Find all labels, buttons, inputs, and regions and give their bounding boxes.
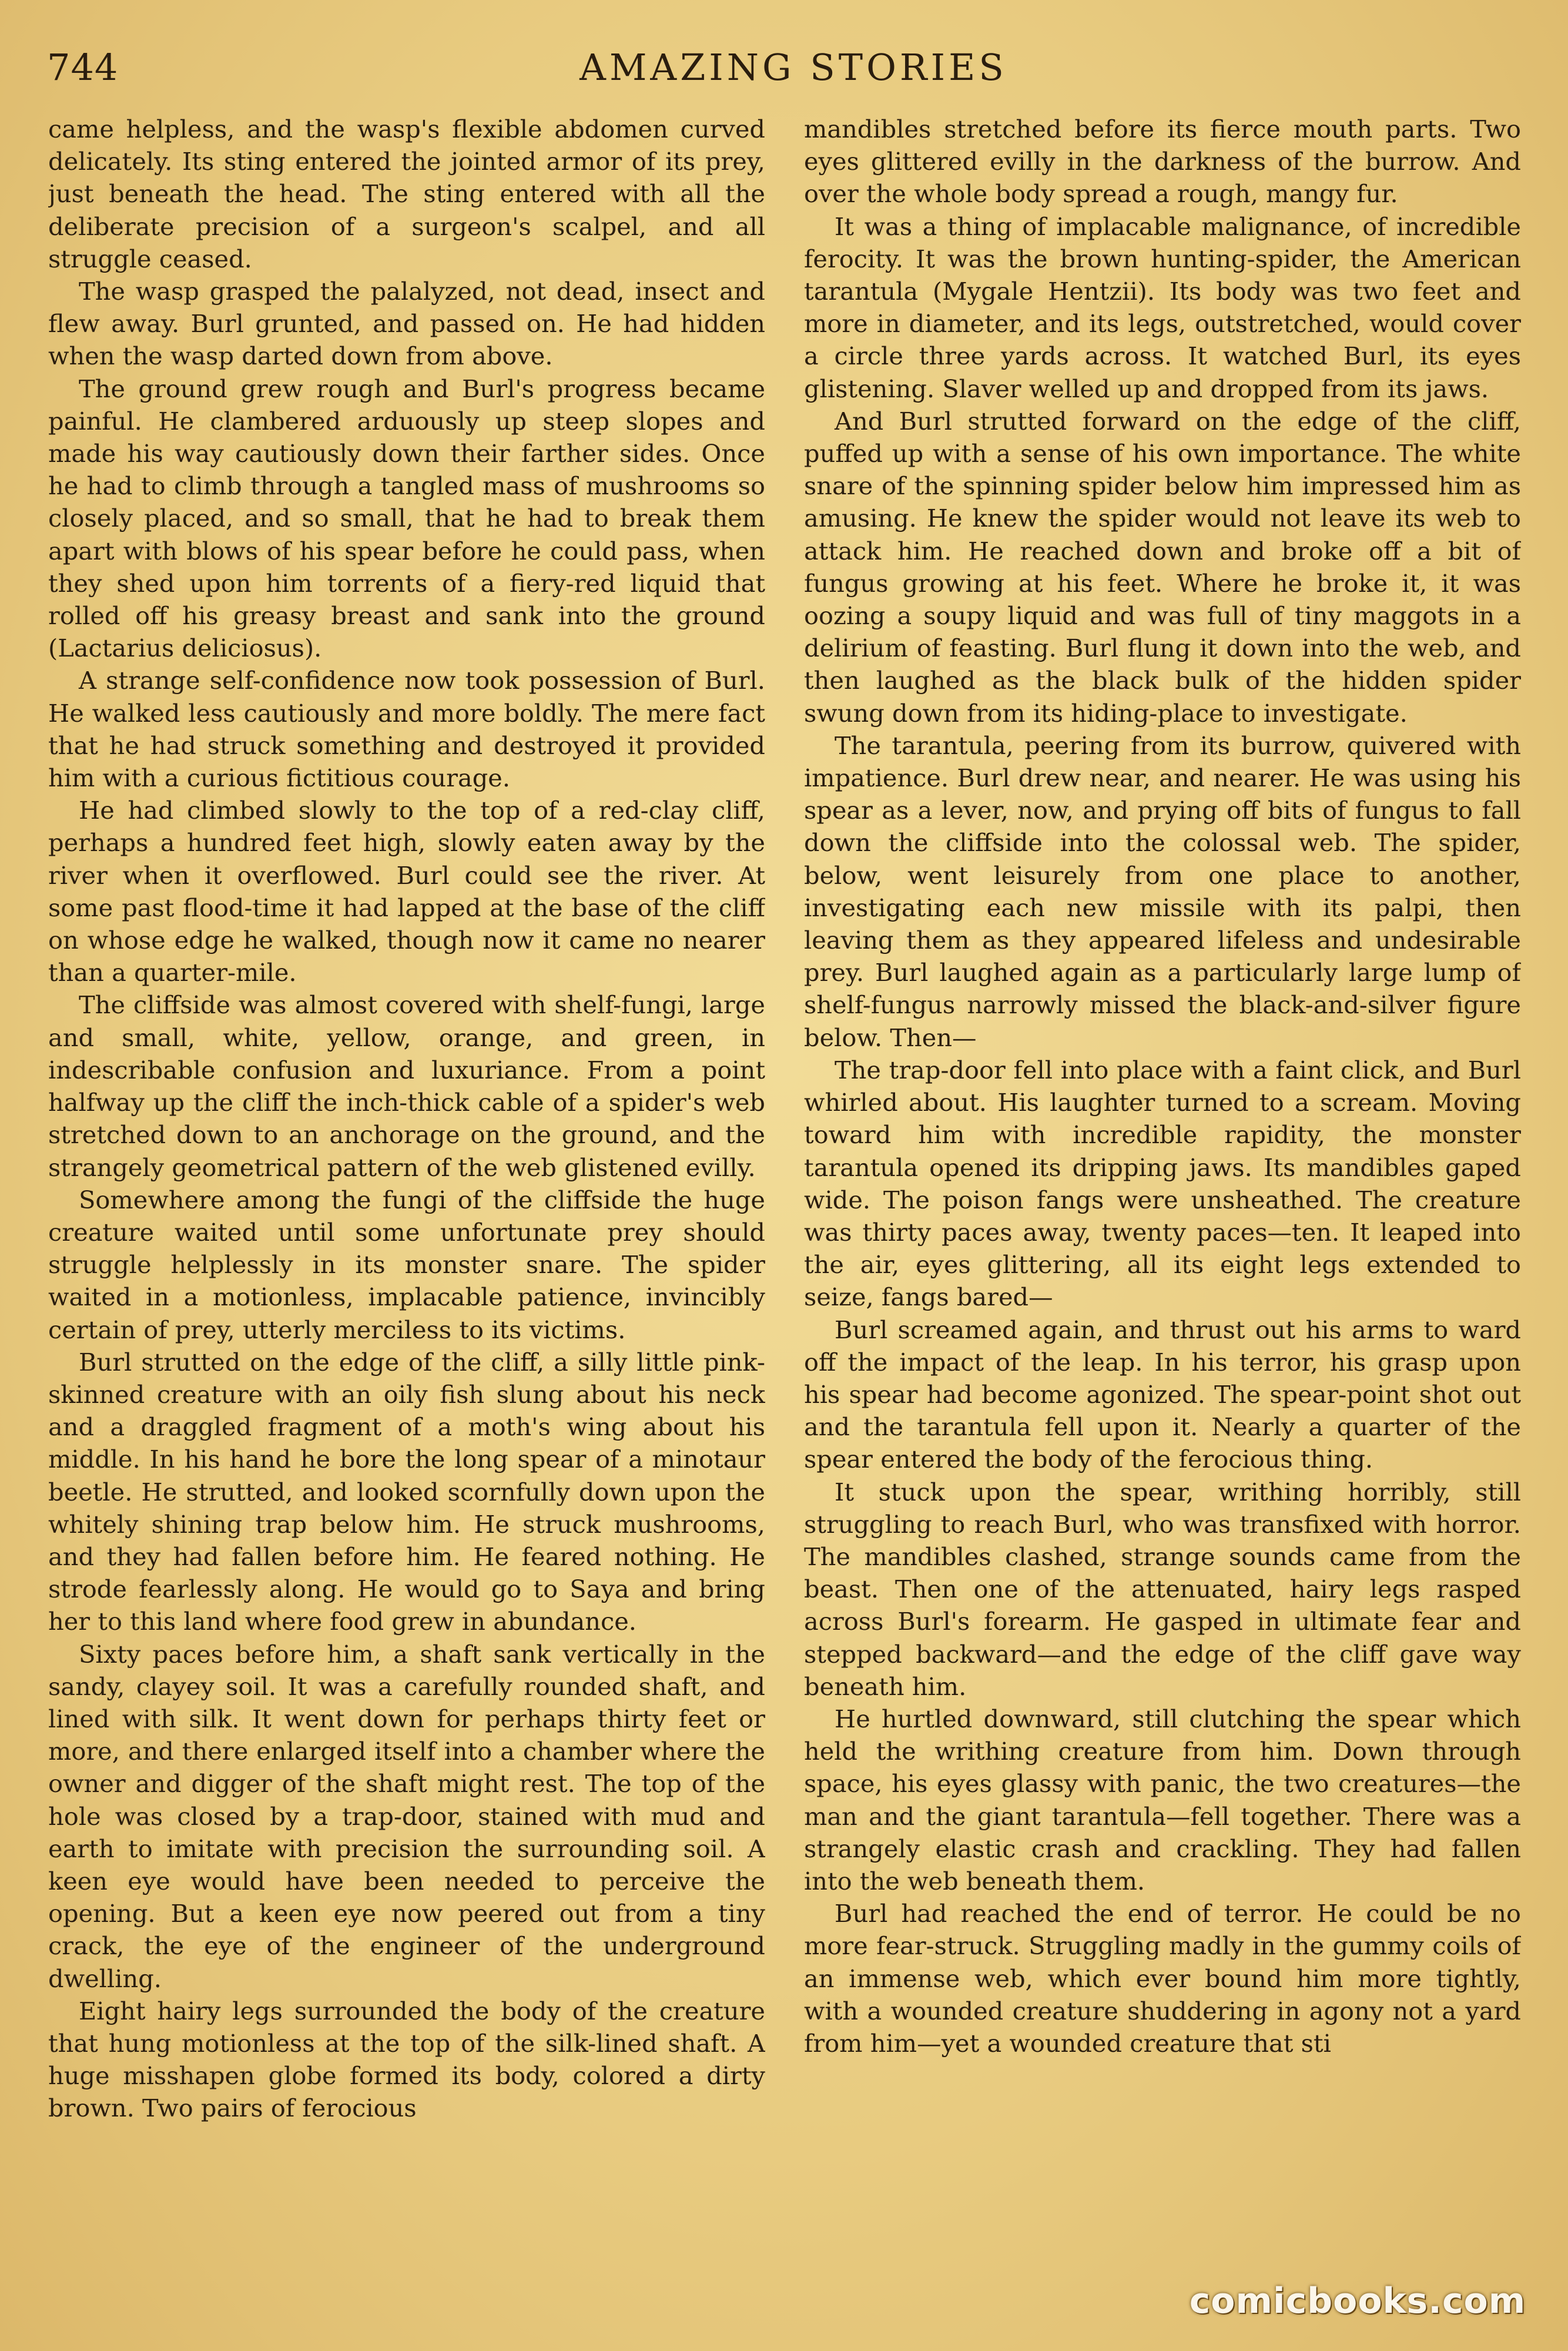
paragraph: The ground grew rough and Burl's progress became painful. He clambered arduously up steep slopes and made his way cautiously down their farther sides. Once he had to climb through a tangled mass of mushrooms so closely placed, and so small, that he had to break them apart with blows of his spear before he could pass, when they shed upon him torrents of a fiery-red liquid that rolled off his greasy breast and sank into the ground (Lactarius deliciosus). <box>48 374 765 663</box>
paragraph: He had climbed slowly to the top of a red-clay cliff, perhaps a hundred feet high, slowly eaten away by the river when it overflowed. Burl could see the river. At some past flood-time it had lapped at the base of the cliff on whose edge he walked, though now it came no nearer than a quarter-mile. <box>48 796 765 987</box>
page-number: 744 <box>47 46 119 89</box>
paragraph: The tarantula, peering from its burrow, quivered with impatience. Burl drew near, and nearer. He was using his spear as a lever, now, and prying off bits of fungus to fall down the cliffside into the colossal web. The spider, below, went leisurely from one place to another, investigating each new missile with its palpi, then leaving them as they appeared lifeless and undesirable prey. Burl laughed again as a particularly large lump of shelf-fungus narrowly missed the black-and-silver figure below. Then— <box>804 731 1521 1052</box>
page-header <box>41 46 1546 99</box>
paragraph: It was a thing of implacable malignance, of incredible ferocity. It was the brown hunting-spider, the American tarantula (Mygale Hentzii). Its body was two feet and more in diameter, and its legs, outstretched, would cover a circle three yards across. It watched Burl, its eyes glistening. Slaver welled up and dropped from its jaws. <box>804 212 1521 403</box>
paragraph: It stuck upon the spear, writhing horribly, still struggling to reach Burl, who was transfixed with horror. The mandibles clashed, strange sounds came from the beast. Then one of the attenuated, hairy legs rasped across Burl's forearm. He gasped in ultimate fear and stepped backward—and the edge of the cliff gave way beneath him. <box>804 1477 1521 1701</box>
paragraph: mandibles stretched before its fierce mouth parts. Two eyes glittered evilly in the darkness of the burrow. And over the whole body spread a rough, mangy fur. <box>804 115 1521 209</box>
paragraph: The trap-door fell into place with a faint click, and Burl whirled about. His laughter turned to a scream. Moving toward him with incredible rapidity, the monster tarantula opened its dripping jaws. Its mandibles gaped wide. The poison fangs were unsheathed. The creature was thirty paces away, twenty paces—ten. It leaped into the air, eyes glittering, all its eight legs extended to seize, fangs bared— <box>804 1055 1521 1312</box>
paragraph: And Burl strutted forward on the edge of the cliff, puffed up with a sense of his own importance. The white snare of the spinning spider below him impressed him as amusing. He knew the spider would not leave its web to attack him. He reached down and broke off a bit of fungus growing at his feet. Where he broke it, it was oozing a soupy liquid and was full of tiny maggots in a delirium of feasting. Burl flung it down into the web, and then laughed as the black bulk of the hidden spider swung down from its hiding-place to investigate. <box>804 406 1521 728</box>
paragraph: Burl strutted on the edge of the cliff, a silly little pink-skinned creature with an oily fish slung about his neck and a draggled fragment of a moth's wing about his middle. In his hand he bore the long spear of a minotaur beetle. He strutted, and looked scornfully down upon the whitely shining trap below him. He struck mushrooms, and they had fallen before him. He feared nothing. He strode fearlessly along. He would go to Saya and bring her to this land where food grew in abundance. <box>48 1347 765 1636</box>
paragraph: A strange self-confidence now took possession of Burl. He walked less cautiously and more boldly. The mere fact that he had struck something and destroyed it provided him with a curious fictitious courage. <box>48 666 765 793</box>
paragraph: Sixty paces before him, a shaft sank vertically in the sandy, clayey soil. It was a carefully rounded shaft, and lined with silk. It went down for perhaps thirty feet or more, and there enlarged itself into a chamber where the owner and digger of the shaft might rest. The top of the hole was closed by a trap-door, stained with mud and earth to imitate with precision the surrounding soil. A keen eye would have been needed to perceive the opening. But a keen eye now peered out from a tiny crack, the eye of the engineer of the underground dwelling. <box>48 1639 765 1993</box>
paragraph: came helpless, and the wasp's flexible abdomen curved delicately. Its sting entered the jointed armor of its prey, just beneath the head. The sting entered with all the deliberate precision of a surgeon's scalpel, and all struggle ceased. <box>48 115 765 273</box>
paragraph: The cliffside was almost covered with shelf-fungi, large and small, white, yellow, orange, and green, in indescribable confusion and luxuriance. From a point halfway up the cliff the inch-thick cable of a spider's web stretched down to an anchorage on the ground, and the strangely geometrical pattern of the web glistened evilly. <box>48 990 765 1182</box>
watermark-logo: comicbooks.com <box>1189 2280 1526 2322</box>
text-column-left <box>48 113 765 2335</box>
paragraph: Somewhere among the fungi of the cliffside the huge creature waited until some unfortunate prey should struggle helplessly in its monster snare. The spider waited in a motionless, implacable patience, invincibly certain of prey, utterly merciless to its victims. <box>48 1185 765 1344</box>
text-column-right <box>804 113 1521 2335</box>
paragraph: The wasp grasped the palalyzed, not dead, insect and flew away. Burl grunted, and passed on. He had hidden when the wasp darted down from above. <box>48 277 765 371</box>
paragraph: He hurtled downward, still clutching the spear which held the writhing creature from him. Down through space, his eyes glassy with panic, the two creatures—the man and the giant tarantula—fell together. There was a strangely elastic crash and crackling. They had fallen into the web beneath them. <box>804 1704 1521 1895</box>
magazine-title: AMAZING STORIES <box>579 46 1007 89</box>
paragraph: Eight hairy legs surrounded the body of the creature that hung motionless at the top of the silk-lined shaft. A huge misshapen globe formed its body, colored a dirty brown. Two pairs of ferocious <box>48 1996 765 2123</box>
paragraph: Burl had reached the end of terror. He could be no more fear-struck. Struggling madly in the gummy coils of an immense web, which ever bound him more tightly, with a wounded creature shuddering in agony not a yard from him—yet a wounded creature that sti <box>804 1899 1521 2058</box>
paragraph: Burl screamed again, and thrust out his arms to ward off the impact of the leap. In his terror, his grasp upon his spear had become agonized. The spear-point shot out and the tarantula fell upon it. Nearly a quarter of the spear entered the body of the ferocious thing. <box>804 1315 1521 1474</box>
